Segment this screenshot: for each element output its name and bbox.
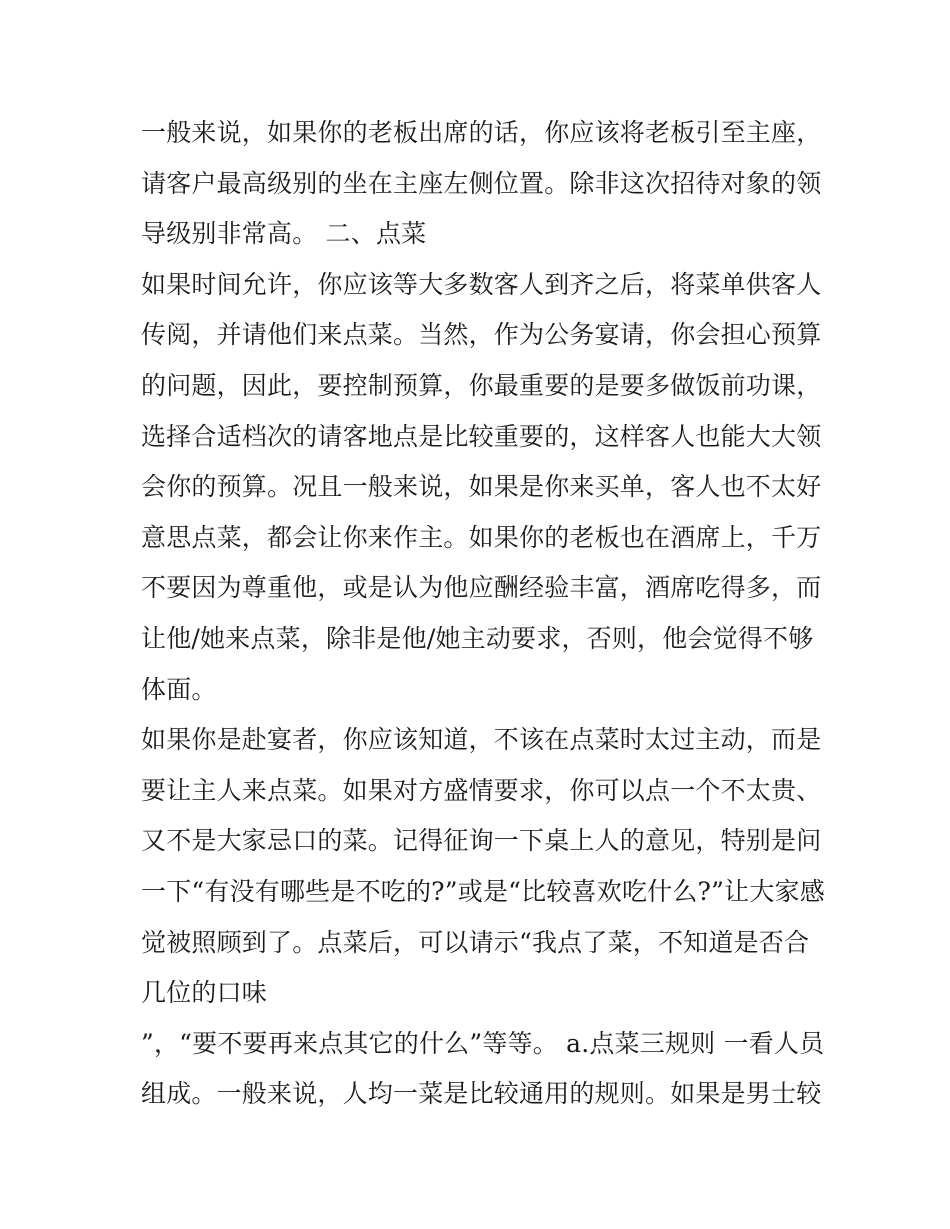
text-line: ”，“要不要再来点其它的什么”等等。 a.点菜三规则 一看人员 — [141, 1028, 825, 1058]
text-line: 意思点菜，都会让你来作主。如果你的老板也在酒席上，千万 — [141, 522, 822, 552]
text-line: 不要因为尊重他，或是认为他应酬经验丰富，酒席吃得多，而 — [141, 573, 822, 603]
text-line: 让他/她来点菜，除非是他/她主动要求，否则，他会觉得不够 — [141, 623, 814, 653]
text-line: 选择合适档次的请客地点是比较重要的，这样客人也能大大领 — [141, 421, 822, 451]
text-line: 觉被照顾到了。点菜后，可以请示“我点了菜，不知道是否合 — [141, 927, 810, 957]
text-line: 要让主人来点菜。如果对方盛情要求，你可以点一个不太贵、 — [141, 775, 822, 805]
text-line: 组成。一般来说，人均一菜是比较通用的规则。如果是男士较 — [141, 1079, 822, 1109]
text-line: 几位的口味 — [141, 978, 268, 1008]
text-line: 体面。 — [141, 674, 217, 704]
text-line: 如果你是赴宴者，你应该知道，不该在点菜时太过主动，而是 — [141, 725, 822, 755]
text-line: 请客户最高级别的坐在主座左侧位置。除非这次招待对象的领 — [141, 168, 822, 198]
text-line: 的问题，因此，要控制预算，你最重要的是要多做饭前功课， — [141, 370, 822, 400]
text-line: 会你的预算。况且一般来说，如果是你来买单，客人也不太好 — [141, 472, 822, 502]
text-line: 传阅，并请他们来点菜。当然，作为公务宴请，你会担心预算 — [141, 320, 822, 350]
text-line: 一下“有没有哪些是不吃的?”或是“比较喜欢吃什么?”让大家感 — [141, 876, 825, 906]
text-line: 一般来说，如果你的老板出席的话，你应该将老板引至主座， — [141, 118, 822, 147]
text-line: 如果时间允许，你应该等大多数客人到齐之后，将菜单供客人 — [141, 269, 822, 299]
text-line: 导级别非常高。 二、点菜 — [141, 219, 427, 249]
body-text — [141, 108, 825, 1120]
text-line: 又不是大家忌口的菜。记得征询一下桌上人的意见，特别是问 — [141, 826, 822, 856]
